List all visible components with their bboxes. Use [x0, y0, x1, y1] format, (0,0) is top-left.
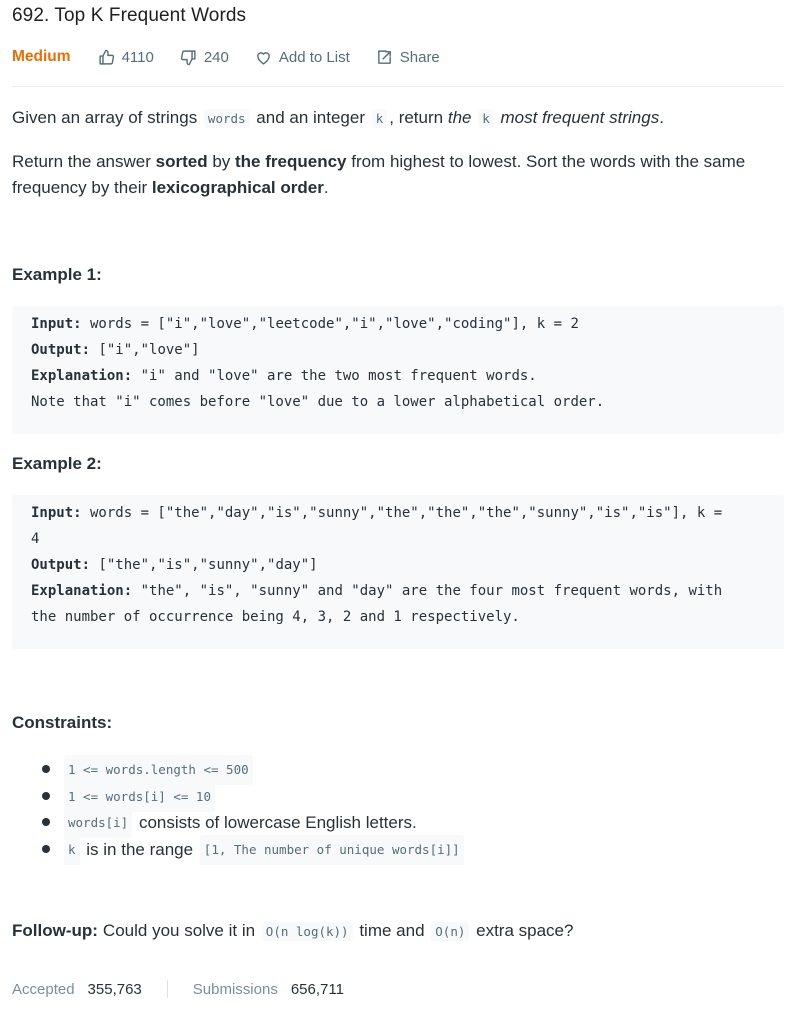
- dislike-button[interactable]: [180, 49, 229, 66]
- explanation-text: "i" and "love" are the two most frequent words.: [132, 368, 537, 384]
- explanation-label: Explanation:: [31, 583, 133, 599]
- bullet-icon: [42, 792, 50, 800]
- list-item: [38, 784, 466, 811]
- problem-title: 692. Top K Frequent Words: [12, 5, 247, 26]
- text: extra space?: [476, 921, 574, 940]
- output-label: Output:: [31, 342, 91, 358]
- difficulty-label: Medium: [12, 48, 71, 65]
- italic-text: most frequent strings: [495, 108, 660, 127]
- add-to-list-label: Add to List: [278, 48, 350, 66]
- output-label: Output:: [31, 557, 91, 573]
- stats-divider: [167, 980, 168, 998]
- like-button[interactable]: [98, 49, 154, 66]
- accepted-count: 355,763: [87, 980, 142, 998]
- follow-up-label: Follow-up:: [12, 921, 98, 940]
- submissions-count: 656,711: [290, 980, 344, 998]
- dislike-count: 240: [203, 48, 229, 66]
- share-label: Share: [399, 48, 440, 66]
- example-2-heading: Example 2:: [12, 454, 102, 473]
- submissions-label: Submissions: [192, 980, 278, 998]
- inline-code: words: [204, 109, 250, 128]
- constraints-heading: Constraints:: [12, 713, 113, 732]
- text: from highest to lowest. Sort the words with the same frequency by their: [12, 152, 746, 197]
- text: consists of lowercase English letters.: [138, 813, 417, 833]
- text: Given an array of strings: [12, 108, 202, 127]
- thumbs-down-icon: [180, 49, 197, 66]
- submission-stats: [12, 980, 344, 998]
- bold-text: the frequency: [235, 152, 347, 171]
- input-value: words = ["i","love","leetcode","i","love","coding"], k = 2: [81, 316, 579, 332]
- text: time and: [359, 921, 425, 940]
- list-item: [38, 837, 466, 864]
- output-value: ["i","love"]: [90, 342, 200, 358]
- bold-text: sorted: [155, 152, 208, 171]
- add-to-list-button[interactable]: [255, 49, 350, 66]
- constraints-list: [38, 757, 466, 863]
- share-button[interactable]: [376, 49, 440, 66]
- text: Could you solve it in: [102, 921, 256, 940]
- inline-code: 1 <= words.length <= 500: [64, 755, 253, 785]
- inline-code: [1, The number of unique words[i]]: [200, 835, 464, 865]
- inline-code: O(n log(k)): [262, 922, 353, 941]
- explanation-text: Note that "i" comes before "love" due to a lower alphabetical order.: [31, 394, 605, 410]
- input-label: Input:: [31, 316, 82, 332]
- bullet-icon: [42, 765, 50, 773]
- example-2-block: [12, 495, 784, 649]
- description-paragraph-1: [12, 105, 784, 132]
- thumbs-up-icon: [98, 49, 115, 66]
- problem-meta-bar: [12, 46, 466, 68]
- text: by: [207, 152, 236, 171]
- inline-code: k: [478, 109, 494, 128]
- share-icon: [376, 49, 393, 66]
- output-value: ["the","is","sunny","day"]: [90, 557, 318, 573]
- text: , return: [389, 108, 448, 127]
- input-value: 4: [31, 531, 40, 547]
- example-1-heading: Example 1:: [12, 265, 102, 284]
- explanation-text: the number of occurrence being 4, 3, 2 and 1 respectively.: [31, 609, 520, 625]
- inline-code: k: [372, 109, 388, 128]
- inline-code: 1 <= words[i] <= 10: [64, 782, 215, 812]
- text: and an integer: [251, 108, 370, 127]
- list-item: [38, 810, 466, 837]
- accepted-label: Accepted: [12, 980, 75, 998]
- text: .: [659, 108, 664, 127]
- inline-code: O(n): [431, 922, 469, 941]
- italic-text: the: [447, 108, 477, 127]
- like-count: 4110: [121, 48, 154, 66]
- input-label: Input:: [31, 505, 82, 521]
- list-item: [38, 757, 466, 784]
- follow-up: [12, 921, 573, 941]
- inline-code: words[i]: [64, 808, 132, 838]
- bullet-icon: [42, 818, 50, 826]
- explanation-label: Explanation:: [31, 368, 133, 384]
- explanation-text: "the", "is", "sunny" and "day" are the four most frequent words, with: [132, 583, 723, 599]
- bold-text: lexicographical order: [151, 178, 324, 197]
- text: Return the answer: [12, 152, 156, 171]
- header-divider: [12, 86, 784, 87]
- description-paragraph-2: [12, 149, 784, 201]
- input-value: words = ["the","day","is","sunny","the","the","the","sunny","is","is"], k =: [81, 505, 723, 521]
- heart-icon: [255, 49, 272, 66]
- example-1-block: [12, 306, 784, 434]
- bullet-icon: [42, 845, 50, 853]
- inline-code: k: [64, 835, 80, 865]
- text: is in the range: [86, 839, 194, 859]
- text: .: [323, 178, 329, 197]
